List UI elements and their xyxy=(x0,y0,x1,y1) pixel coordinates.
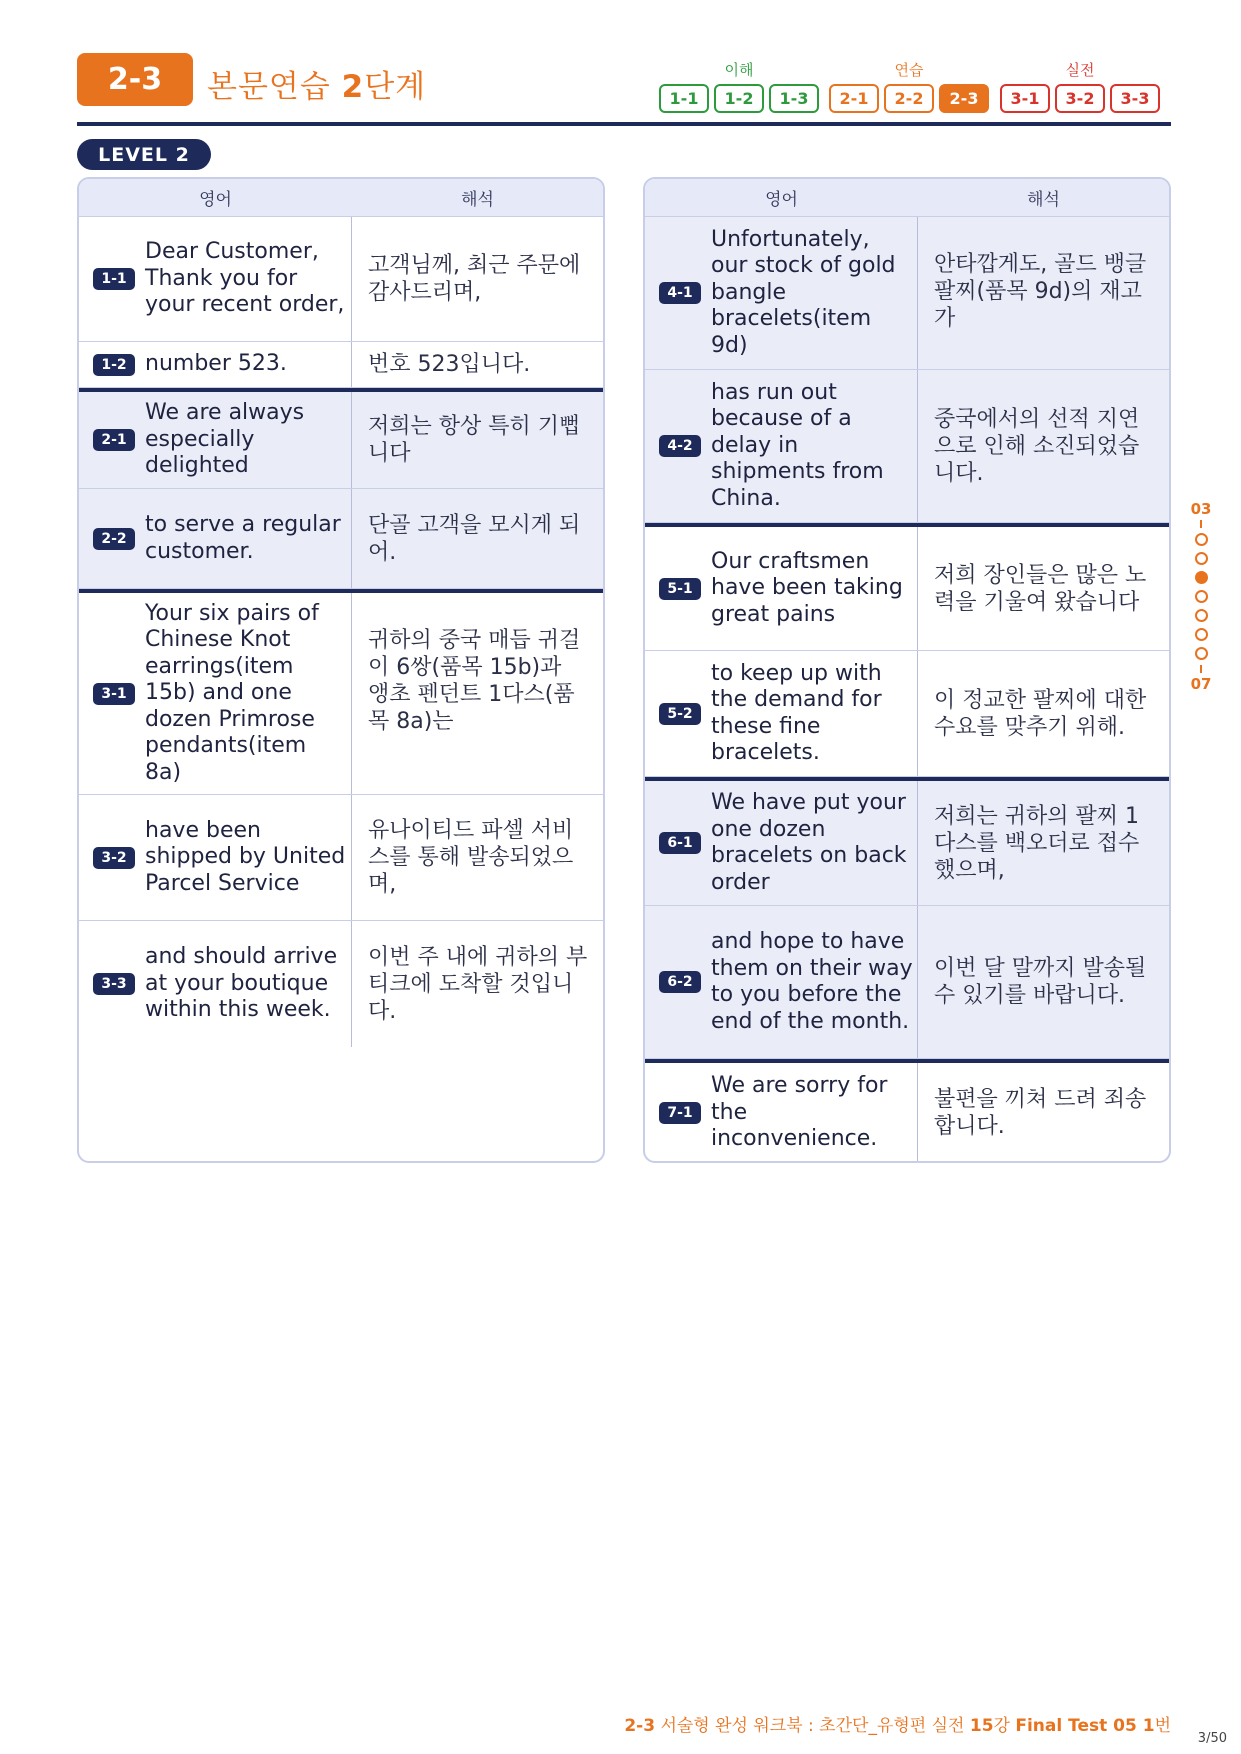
step-3-1[interactable]: 3-1 xyxy=(1000,84,1050,113)
korean-text: 안타깝게도, 골드 뱅글 팔찌(품목 9d)의 재고가 xyxy=(934,252,1147,331)
english-text: Dear Customer, Thank you for your recent order, xyxy=(145,239,345,318)
table-row xyxy=(645,370,1169,523)
column-header-translation: 해석 xyxy=(461,190,494,210)
english-text: Your six pairs of Chinese Knot earrings(item 15b) and one dozen Primrose pendants(item 8a) xyxy=(145,600,319,785)
left-table xyxy=(77,177,605,1163)
table-row xyxy=(79,342,603,388)
sentence-number: 4-2 xyxy=(659,435,701,457)
footer-lesson-number: 15 xyxy=(969,1716,994,1736)
korean-text: 유나이티드 파셀 서비스를 통해 발송되었으며, xyxy=(368,818,574,897)
sentence-number: 1-1 xyxy=(93,268,135,290)
korean-text: 이번 주 내에 귀하의 부티크에 도착할 것입니다. xyxy=(368,944,588,1024)
english-text: We are always especially delighted xyxy=(145,400,305,479)
footer-chapter: 2-3 xyxy=(624,1716,656,1736)
table-row xyxy=(79,217,603,342)
tracker-line xyxy=(1200,520,1202,528)
footer-book: 서술형 완성 워크북 : xyxy=(655,1716,820,1736)
header-divider xyxy=(77,122,1171,126)
footer-series: 초간단_유형편 실전 xyxy=(819,1716,970,1736)
right-table xyxy=(643,177,1171,1163)
page-number: 3/50 xyxy=(1197,1731,1227,1746)
sentence-number: 6-1 xyxy=(659,832,701,854)
korean-text: 저희는 항상 특히 기뻡니다 xyxy=(368,414,581,466)
level-badge: LEVEL 2 xyxy=(77,139,211,170)
lesson-progress-tracker xyxy=(1187,500,1215,693)
english-text: Unfortunately, our stock of gold bangle bracelets(item 9d) xyxy=(711,226,896,358)
korean-text: 저희는 귀하의 팔찌 1다스를 백오더로 접수했으며, xyxy=(934,803,1140,883)
english-text: We have put your one dozen bracelets on back order xyxy=(711,790,907,895)
korean-text: 불편을 끼쳐 드려 죄송합니다. xyxy=(934,1087,1147,1139)
english-text: to serve a regular customer. xyxy=(145,512,341,564)
sentence-number: 3-1 xyxy=(93,683,135,705)
korean-text: 번호 523입니다. xyxy=(368,352,531,377)
table-row xyxy=(79,489,603,589)
english-text: has run out because of a delay in shipments from China. xyxy=(711,379,884,511)
english-text: have been shipped by United Parcel Service xyxy=(145,817,346,896)
step-group-label: 실전 xyxy=(1065,61,1095,79)
korean-text: 귀하의 중국 매듭 귀걸이 6쌍(품목 15b)과 앵초 펜던트 1다스(품목 8a)는 xyxy=(368,628,581,734)
progress-dot-current xyxy=(1195,571,1208,584)
table-row xyxy=(645,906,1169,1059)
table-header xyxy=(79,179,603,217)
column-header-english: 영어 xyxy=(765,190,798,210)
table-header xyxy=(645,179,1169,217)
progress-dot xyxy=(1195,533,1208,546)
step-group-practice xyxy=(829,59,989,113)
table-row xyxy=(79,795,603,921)
step-2-1[interactable]: 2-1 xyxy=(829,84,879,113)
step-group-label: 연습 xyxy=(894,61,924,79)
korean-text: 이번 달 말까지 발송될 수 있기를 바랍니다. xyxy=(934,956,1147,1008)
tracker-end-label: 07 xyxy=(1190,675,1212,693)
progress-dot xyxy=(1195,552,1208,565)
step-group-understand xyxy=(659,59,819,113)
step-3-3[interactable]: 3-3 xyxy=(1110,84,1160,113)
table-row xyxy=(645,1059,1169,1163)
sentence-number: 4-1 xyxy=(659,282,701,304)
footer-lesson-unit: 강 xyxy=(993,1716,1016,1736)
korean-text: 이 정교한 팔찌에 대한 수요를 맞추기 위해. xyxy=(934,687,1147,740)
english-text: and should arrive at your boutique within this week. xyxy=(145,944,338,1023)
progress-dot xyxy=(1195,609,1208,622)
english-text: We are sorry for the inconvenience. xyxy=(711,1073,888,1152)
korean-text: 고객님께, 최근 주문에 감사드리며, xyxy=(368,253,581,305)
table-row xyxy=(645,777,1169,906)
progress-dot xyxy=(1195,590,1208,603)
table-row xyxy=(645,523,1169,651)
english-text: Our craftsmen have been taking great pains xyxy=(711,548,903,627)
step-2-2[interactable]: 2-2 xyxy=(884,84,934,113)
column-header-translation: 해석 xyxy=(1027,190,1060,210)
step-3-2[interactable]: 3-2 xyxy=(1055,84,1105,113)
sentence-number: 3-2 xyxy=(93,847,135,869)
sentence-number: 1-2 xyxy=(93,354,135,376)
table-row xyxy=(645,217,1169,370)
progress-dot xyxy=(1195,628,1208,641)
footer-test: Final Test 05 1 xyxy=(1015,1716,1155,1736)
sentence-number: 2-1 xyxy=(93,429,135,451)
korean-text: 중국에서의 선적 지연으로 인해 소진되었습니다. xyxy=(934,406,1140,486)
tracker-start-label: 03 xyxy=(1190,500,1212,518)
english-text: and hope to have them on their way to you before the end of the month. xyxy=(711,929,913,1034)
korean-text: 저희 장인들은 많은 노력을 기울여 왔습니다 xyxy=(934,562,1147,615)
tracker-line xyxy=(1200,665,1202,673)
step-group-actual xyxy=(1000,59,1160,113)
sentence-number: 7-1 xyxy=(659,1102,701,1124)
column-header-english: 영어 xyxy=(199,190,232,210)
table-row xyxy=(79,388,603,489)
sentence-number: 2-2 xyxy=(93,528,135,550)
step-group-label: 이해 xyxy=(724,61,754,79)
page-title-prefix: 본문연습 xyxy=(207,69,342,105)
table-row xyxy=(79,921,603,1047)
table-row xyxy=(645,651,1169,777)
sentence-number: 3-3 xyxy=(93,973,135,995)
korean-text: 단골 고객을 모시게 되어. xyxy=(368,512,581,565)
page-title xyxy=(207,61,426,106)
table-row xyxy=(79,589,603,795)
sentence-number: 5-2 xyxy=(659,703,701,725)
step-2-3-active[interactable]: 2-3 xyxy=(939,84,989,113)
step-1-2[interactable]: 1-2 xyxy=(714,84,764,113)
english-text: number 523. xyxy=(145,351,287,377)
footer-title xyxy=(624,1711,1171,1736)
step-1-1[interactable]: 1-1 xyxy=(659,84,709,113)
footer-item-unit: 번 xyxy=(1154,1716,1171,1736)
progress-dot xyxy=(1195,647,1208,660)
chapter-badge: 2-3 xyxy=(77,53,193,106)
english-text: to keep up with the demand for these fine bracelets. xyxy=(711,660,882,765)
step-1-3[interactable]: 1-3 xyxy=(769,84,819,113)
sentence-number: 5-1 xyxy=(659,578,701,600)
page-title-suffix: 단계 xyxy=(364,69,427,105)
page-title-number: 2 xyxy=(341,69,365,105)
sentence-number: 6-2 xyxy=(659,971,701,993)
